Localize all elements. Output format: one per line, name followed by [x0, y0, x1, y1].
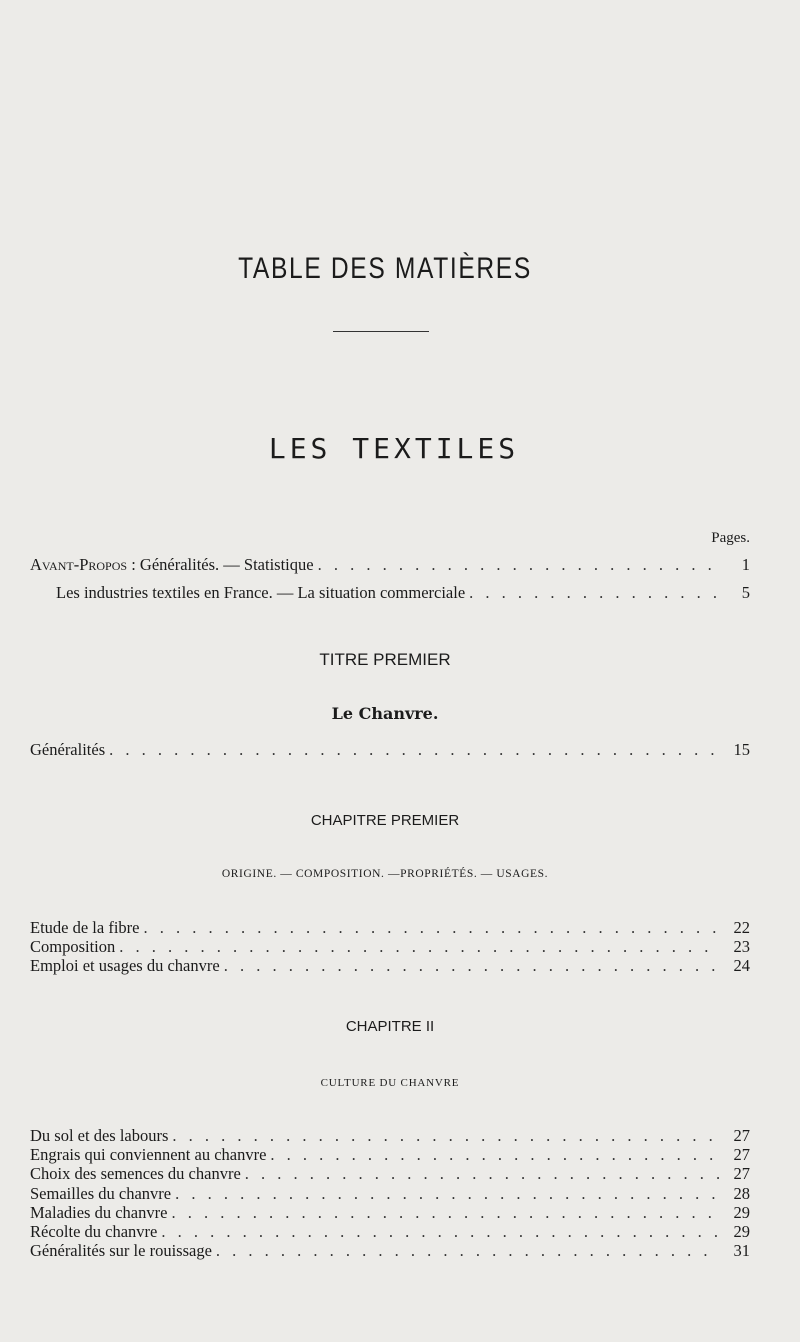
toc-page-number: 27: [733, 1126, 750, 1145]
toc-entry-label: Engrais qui conviennent au chanvre: [30, 1145, 267, 1164]
dot-leader: [224, 956, 720, 976]
dot-leader: [171, 1203, 720, 1223]
titre-subject: Le Chanvre.: [331, 704, 439, 723]
dot-leader: [161, 1222, 720, 1242]
dot-leader: [270, 1145, 720, 1165]
pages-column-label: Pages.: [711, 530, 750, 546]
toc-page-number: 24: [733, 956, 750, 975]
toc-entry-label: Emploi et usages du chanvre: [30, 956, 220, 975]
part-title: LES TEXTILES: [268, 432, 520, 465]
dot-leader: [469, 583, 720, 603]
dot-leader: [175, 1184, 720, 1204]
chapter-1-heading: CHAPITRE PREMIER: [310, 812, 460, 829]
toc-page-number: 5: [741, 583, 750, 602]
toc-entry-label: Etude de la fibre: [30, 918, 140, 937]
dot-leader: [216, 1241, 720, 1261]
toc-page-number: 31: [733, 1241, 750, 1260]
titre-heading: TITRE PREMIER: [319, 650, 451, 669]
toc-page-number: 15: [733, 740, 750, 759]
title-divider: [333, 331, 429, 332]
dot-leader: [109, 740, 720, 760]
toc-entry-industries: [56, 583, 750, 603]
toc-page-number: 29: [733, 1222, 750, 1241]
toc-entry-label: Choix des semences du chanvre: [30, 1164, 241, 1183]
toc-entry-label: Généralités sur le rouissage: [30, 1241, 212, 1260]
toc-page-number: 27: [733, 1164, 750, 1183]
toc-entry-label: Maladies du chanvre: [30, 1203, 168, 1222]
avant-propos-prefix: Avant-Propos: [30, 555, 128, 574]
toc-page-number: 1: [741, 555, 750, 574]
dot-leader: [172, 1126, 720, 1146]
toc-entry-label: Du sol et des labours: [30, 1126, 169, 1145]
dot-leader: [245, 1164, 720, 1184]
toc-page-number: 23: [733, 937, 750, 956]
chapter-2-subtitle: CULTURE DU CHANVRE: [320, 1077, 460, 1089]
toc-entry-avant-propos: [30, 555, 750, 575]
toc-page-number: 27: [733, 1145, 750, 1164]
toc-entry-label: Généralités: [30, 740, 106, 759]
toc-entry: [30, 1184, 750, 1204]
toc-entry: [30, 937, 750, 957]
toc-page-number: 29: [733, 1203, 750, 1222]
toc-entry-label: Les industries textiles en France. — La situation commerciale: [56, 583, 466, 602]
toc-page-number: 22: [733, 918, 750, 937]
toc-entry-label: Composition: [30, 937, 116, 956]
toc-entry: [30, 1126, 750, 1146]
toc-entry: [30, 956, 750, 976]
dot-leader: [144, 918, 721, 938]
toc-entry: [30, 1203, 750, 1223]
toc-entry: [30, 918, 750, 938]
chapter-1-subtitle: ORIGINE. — COMPOSITION. —PROPRIÉTÉS. — USAGES.: [221, 868, 549, 880]
toc-entry-label: Semailles du chanvre: [30, 1184, 172, 1203]
toc-entry-generalites: [30, 740, 750, 760]
avant-propos-label: : Généralités. — Statistique: [127, 555, 314, 574]
toc-entry: [30, 1145, 750, 1165]
toc-entry: [30, 1222, 750, 1242]
chapter-2-heading: CHAPITRE II: [345, 1018, 435, 1035]
dot-leader: [318, 555, 720, 575]
page-title: TABLE DES MATIÈRES: [238, 252, 532, 285]
toc-entry: [30, 1241, 750, 1261]
dot-leader: [119, 937, 720, 957]
toc-entry-label: Récolte du chanvre: [30, 1222, 158, 1241]
toc-page-number: 28: [733, 1184, 750, 1203]
toc-entry: [30, 1164, 750, 1184]
